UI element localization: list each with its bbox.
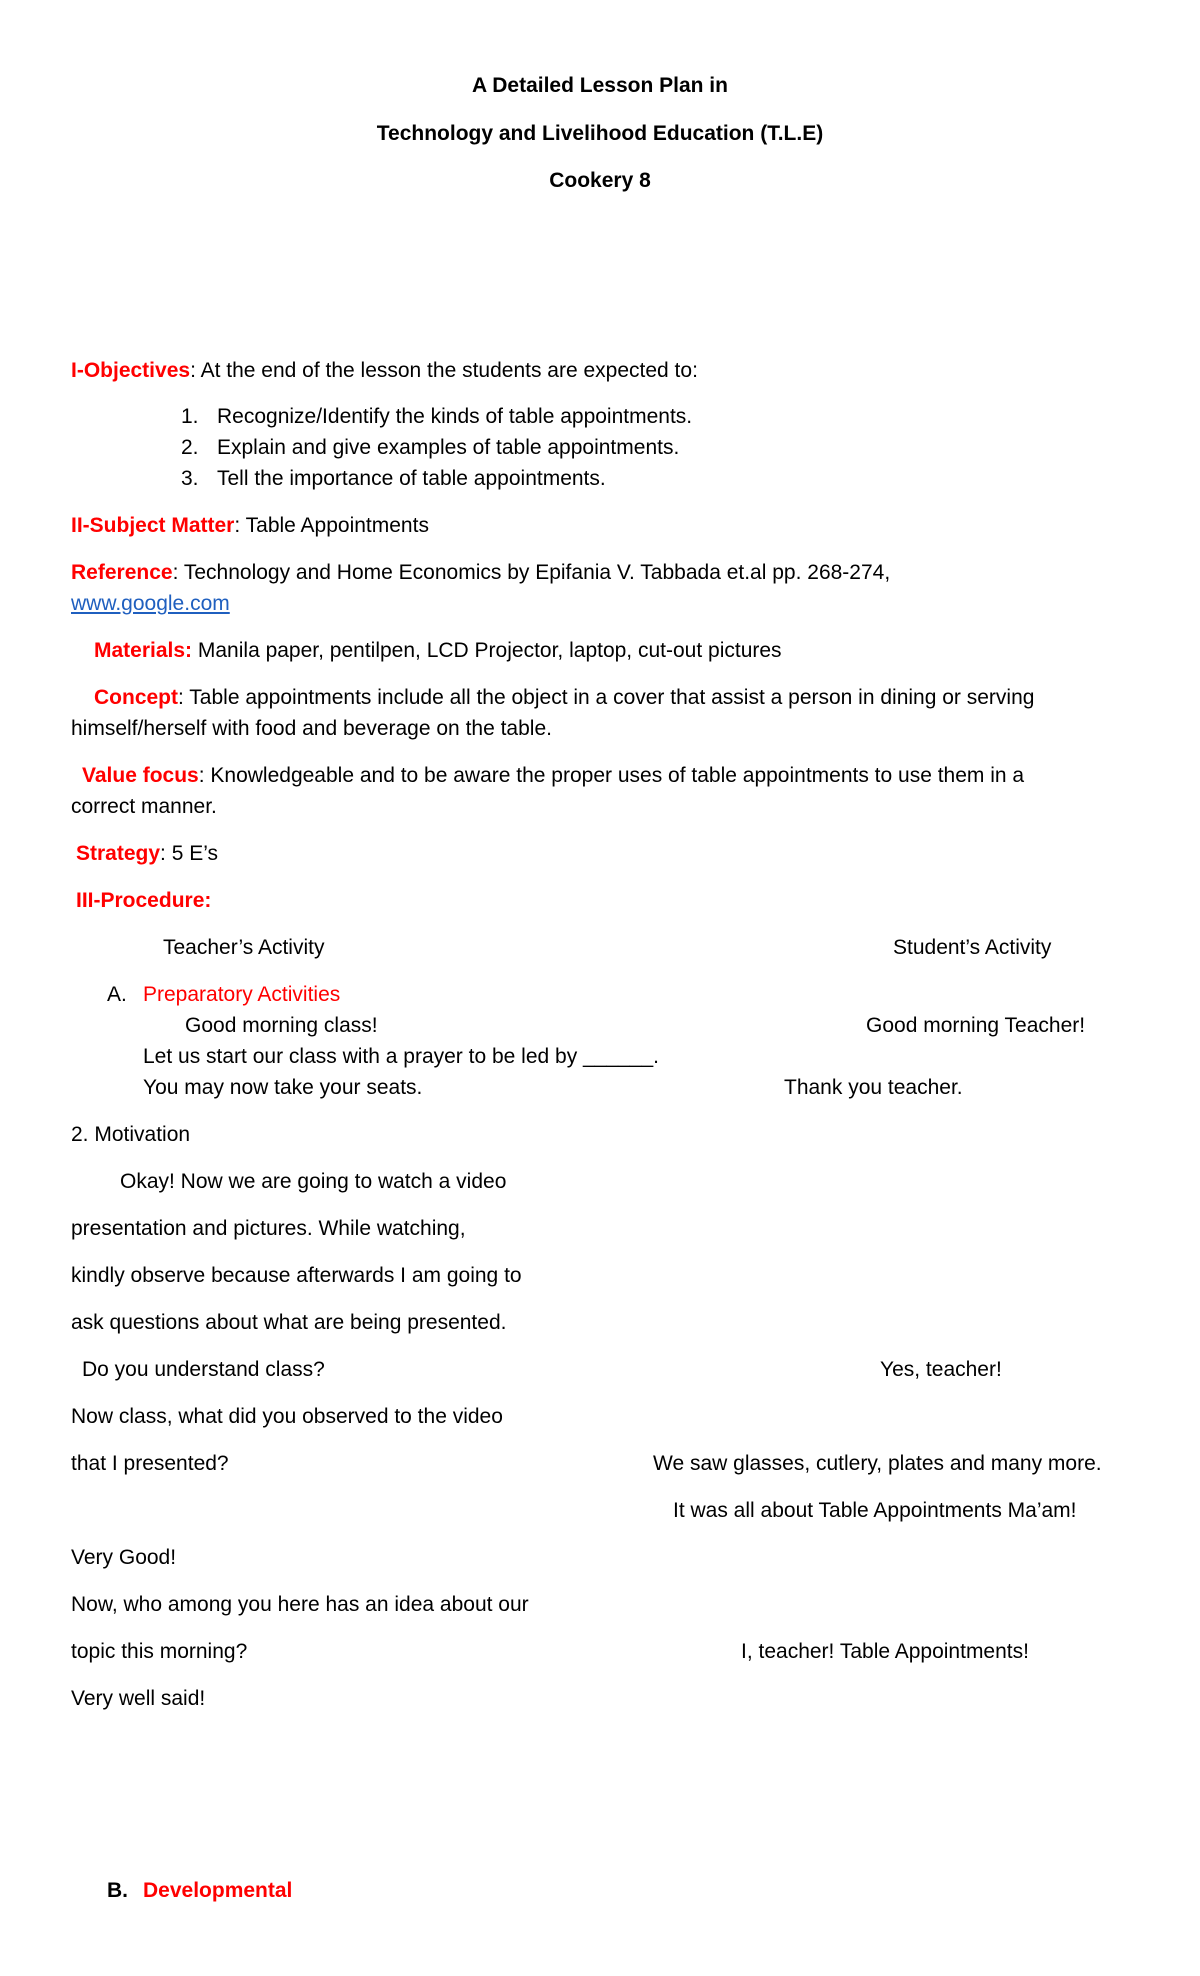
reference-link[interactable]: www.google.com xyxy=(71,592,230,615)
objective-number: 2. xyxy=(181,436,199,459)
doc-title-line-2: Technology and Livelihood Education (T.L.E) xyxy=(376,122,824,145)
teacher-line: Now class, what did you observed to the video xyxy=(71,1405,503,1428)
objective-text: Tell the importance of table appointments. xyxy=(217,467,606,490)
teacher-line: Let us start our class with a prayer to be led by ______. xyxy=(143,1045,659,1068)
objective-number: 1. xyxy=(181,405,199,428)
teacher-line: kindly observe because afterwards I am going to xyxy=(71,1264,522,1287)
objective-text: Recognize/Identify the kinds of table appointments. xyxy=(217,405,693,428)
value-focus-text: : Knowledgeable and to be aware the proper uses of table appointments to use them in a xyxy=(198,764,1025,787)
procedure-label: III-Procedure: xyxy=(76,889,212,912)
teacher-line: Okay! Now we are going to watch a video xyxy=(120,1170,507,1193)
section-a-label: Preparatory Activities xyxy=(143,983,341,1006)
section-b-letter: B. xyxy=(107,1879,128,1902)
concept-label: Concept xyxy=(94,686,178,709)
student-line: Yes, teacher! xyxy=(880,1358,1002,1381)
reference-line xyxy=(71,560,890,586)
objective-number: 3. xyxy=(181,467,199,490)
student-line: I, teacher! Table Appointments! xyxy=(741,1640,1029,1663)
motivation-heading: 2. Motivation xyxy=(71,1123,191,1146)
doc-title-line-1: A Detailed Lesson Plan in xyxy=(472,74,728,97)
concept-text-continued: himself/herself with food and beverage on the table. xyxy=(71,717,552,740)
objectives-label: I-Objectives xyxy=(71,359,191,382)
teacher-line: Now, who among you here has an idea about our xyxy=(71,1593,529,1616)
teacher-line: Very well said! xyxy=(71,1687,206,1710)
student-line: It was all about Table Appointments Ma’am! xyxy=(673,1499,1077,1522)
objective-item xyxy=(181,466,606,492)
teacher-line: Very Good! xyxy=(71,1546,177,1569)
doc-title-line-3: Cookery 8 xyxy=(549,169,651,192)
student-line: We saw glasses, cutlery, plates and many more. xyxy=(653,1452,1102,1475)
objective-text: Explain and give examples of table appointments. xyxy=(217,436,680,459)
materials-line xyxy=(94,638,782,664)
materials-text: Manila paper, pentilpen, LCD Projector, laptop, cut-out pictures xyxy=(192,639,782,662)
teacher-line: ask questions about what are being presented. xyxy=(71,1311,507,1334)
student-line: Thank you teacher. xyxy=(784,1076,963,1099)
reference-text: : Technology and Home Economics by Epifania V. Tabbada et.al pp. 268-274, xyxy=(172,561,891,584)
teacher-line: that I presented? xyxy=(71,1452,229,1475)
reference-label: Reference xyxy=(71,561,173,584)
section-a-letter: A. xyxy=(107,983,127,1006)
concept-text: : Table appointments include all the object in a cover that assist a person in dining or serving xyxy=(178,686,1035,709)
subject-matter-line xyxy=(71,513,429,539)
section-b-heading xyxy=(107,1878,293,1904)
student-line: Good morning Teacher! xyxy=(866,1014,1086,1037)
value-focus-text-continued: correct manner. xyxy=(71,795,217,818)
teacher-line: You may now take your seats. xyxy=(143,1076,423,1099)
objective-item xyxy=(181,404,693,430)
value-focus-line xyxy=(82,763,1024,789)
subject-matter-label: II-Subject Matter xyxy=(71,514,235,537)
teacher-activity-header: Teacher’s Activity xyxy=(163,936,325,959)
teacher-line: Do you understand class? xyxy=(82,1358,325,1381)
materials-label: Materials: xyxy=(94,639,193,662)
strategy-text: : 5 E’s xyxy=(160,842,219,865)
objective-item xyxy=(181,435,680,461)
objectives-intro: : At the end of the lesson the students are expected to: xyxy=(190,359,698,382)
subject-matter-text: : Table Appointments xyxy=(234,514,429,537)
teacher-line: Good morning class! xyxy=(185,1014,378,1037)
section-a-heading xyxy=(107,982,341,1008)
strategy-line xyxy=(76,841,218,867)
strategy-label: Strategy xyxy=(76,842,161,865)
teacher-line: presentation and pictures. While watching, xyxy=(71,1217,466,1240)
value-focus-label: Value focus xyxy=(82,764,199,787)
concept-line xyxy=(94,685,1034,711)
section-b-label: Developmental xyxy=(143,1879,293,1902)
objectives-line xyxy=(71,358,698,384)
teacher-line: topic this morning? xyxy=(71,1640,248,1663)
student-activity-header: Student’s Activity xyxy=(893,936,1052,959)
